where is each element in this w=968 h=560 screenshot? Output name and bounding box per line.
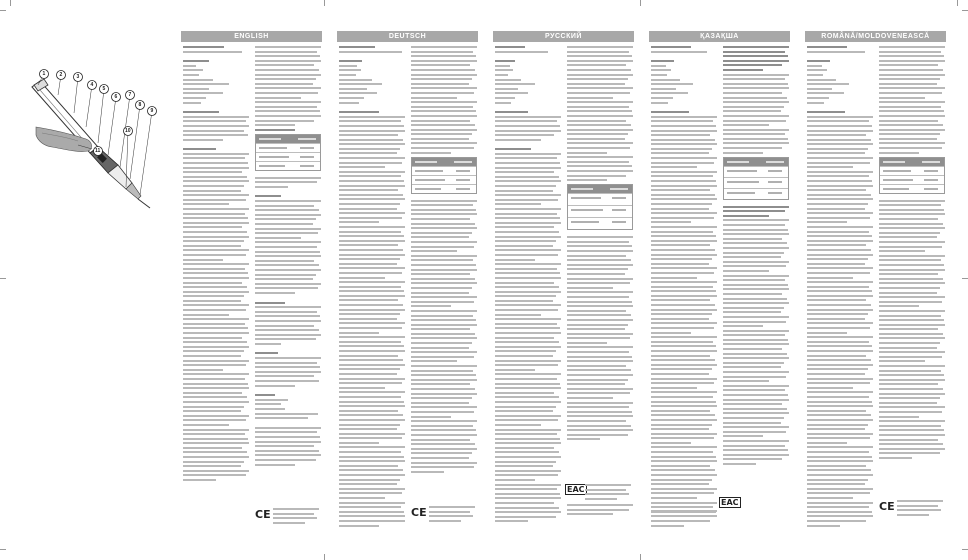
russian-column-1: [495, 46, 561, 525]
section-english: [181, 0, 322, 560]
manufacturer-block: [897, 500, 943, 518]
english-column-1: [183, 46, 249, 484]
callout-label: 3: [76, 73, 80, 80]
section-russian: [493, 0, 634, 560]
section-header: DEUTSCH: [337, 31, 478, 42]
english-column-2: [255, 46, 321, 468]
deutsch-column-1: [339, 46, 405, 529]
section-header: ENGLISH: [181, 31, 322, 42]
section-header: ҚАЗАҚША: [649, 31, 790, 42]
section-kazakh: [649, 0, 790, 560]
crop-mark: [962, 278, 968, 279]
callout-label: 10: [125, 127, 131, 134]
crop-mark: [0, 278, 6, 279]
footer-note: [339, 520, 405, 529]
crop-mark: [640, 0, 641, 6]
diagram-panel: [8, 0, 178, 560]
ce-mark: CE: [411, 506, 427, 519]
kazakh-column-2: [723, 46, 789, 468]
callout-label: 6: [114, 93, 118, 100]
callout-labels: [8, 55, 178, 235]
specs-table: [411, 157, 477, 194]
callout-label: 2: [59, 71, 63, 78]
callout-label: 7: [128, 91, 132, 98]
manufacturer-block: [429, 506, 475, 524]
callout-label: 1: [42, 70, 46, 77]
crop-mark: [324, 0, 325, 6]
romanian-column-2: [879, 46, 945, 462]
crop-mark: [640, 554, 641, 560]
manufacturer-block: [585, 484, 631, 502]
crop-mark: [0, 10, 6, 11]
callout-label: 11: [95, 147, 101, 154]
ce-mark: CE: [879, 500, 895, 513]
crop-mark: [962, 549, 968, 550]
callout-label: 5: [102, 85, 106, 92]
callout-label: 4: [90, 81, 94, 88]
footer-note: [567, 504, 633, 518]
crop-mark: [324, 554, 325, 560]
section-romanian: [805, 0, 946, 560]
callout-label: 9: [150, 107, 154, 114]
specs-table: [879, 157, 945, 194]
specs-table: [567, 184, 633, 230]
romanian-column-1: [807, 46, 873, 529]
kazakh-column-1: [651, 46, 717, 529]
crop-mark: [957, 0, 958, 6]
specs-table: [255, 134, 321, 171]
crop-mark: [0, 549, 6, 550]
crop-mark: [962, 10, 968, 11]
eac-mark: EAC: [567, 485, 585, 494]
manufacturer-block: [273, 508, 319, 526]
section-header: РУССКИЙ: [493, 31, 634, 42]
section-header: ROMÂNĂ/MOLDOVENEASCĂ: [805, 31, 946, 42]
russian-column-2: [567, 46, 633, 443]
deutsch-column-2: [411, 46, 477, 475]
specs-table: [723, 157, 789, 200]
footer-note: [651, 510, 717, 519]
eac-mark: EAC: [721, 498, 739, 507]
section-deutsch: [337, 0, 478, 560]
callout-label: 8: [138, 101, 142, 108]
ce-mark: CE: [255, 508, 271, 521]
